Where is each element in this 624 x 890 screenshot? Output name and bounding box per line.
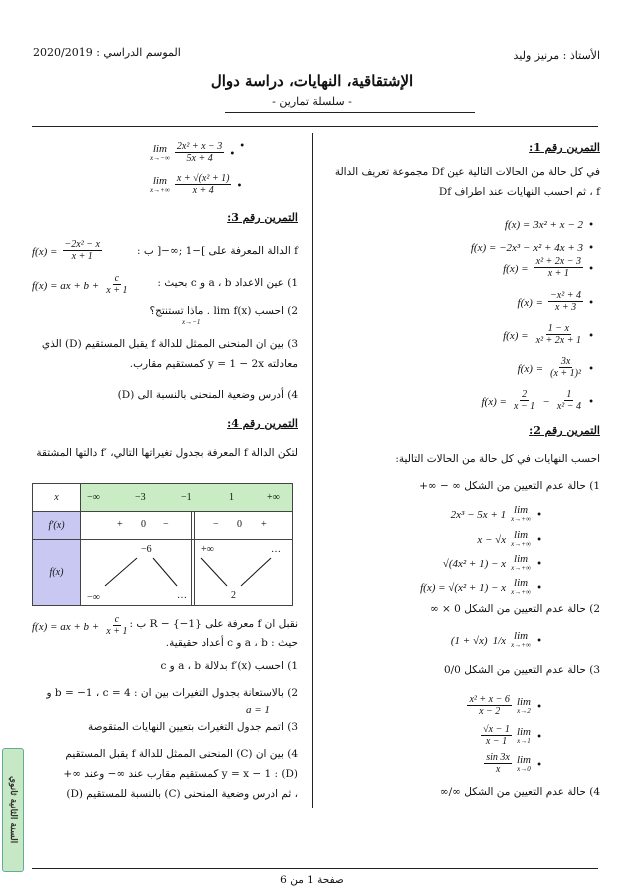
ex4-q4-line1: 4) بين ان (C) المنحنى الممثل للدالة f يقبل المستقيم: [65, 748, 298, 760]
top-limit-1: • lim x→−∞ $\frac{\text{2x² + x − 3}}{5x + 4}$ •: [150, 141, 246, 164]
school-season: الموسم الدراسي : 2020/2019: [33, 46, 181, 59]
ex2-limit-3: √(4x² + 1) − x lim x→+∞ •: [442, 552, 542, 572]
exercise-4-title: التمرين رقم 4:: [227, 417, 298, 430]
grade-side-tag-text: السنة الثانية ثانوي: [8, 775, 18, 844]
exercise-1-intro-line2: f ، ثم احسب النهايات عند اطراف Df: [438, 186, 600, 198]
page-number: صفحة 1 من 6: [280, 874, 344, 886]
ex3-q1-expr: f(x) = ax + b + $\frac{c}{x + 1}$: [32, 273, 128, 296]
ex2-limit-4: f(x) = √(x² + 1) − x lim x→+∞ •: [420, 576, 542, 596]
table-x-label-cell: x: [33, 484, 81, 512]
ex2-case3-limit-2: $\frac{√x - 1}{x - 1}$ lim x→1 •: [483, 724, 542, 747]
ex2-limit-2: x − √x lim x→+∞ •: [477, 528, 542, 548]
exercise-3-title: التمرين رقم 3:: [227, 211, 298, 224]
ex1-item-1: f(x) = 3x² + x − 2 •: [504, 219, 594, 231]
ex1-item-4: f(x) = $\frac{\text{−x² + 4}}{x + 3}$ •: [517, 290, 594, 313]
page-title: الإشتقاقية، النهايات، دراسة دوال: [210, 72, 414, 90]
variation-arrows: [81, 540, 296, 606]
ex1-item-6: f(x) = $\frac{3x}{\text{(x + 1)²}}$ •: [517, 356, 594, 379]
ex4-q2-line1: 2) بالاستعانة بجدول التغيرات بين ان : b = −1 ، c = 4 و: [46, 687, 298, 699]
ex4-q4-line3: ، ثم ادرس وضعية المنحنى (C) بالنسبة للمستقيم (D): [66, 788, 298, 800]
ex2-case-3: 3) حالة عدم التعيين من الشكل 0/0: [443, 664, 600, 676]
teacher-name: الأستاذ : مرنيز وليد: [513, 49, 600, 62]
ex4-intro: لتكن الدالة f المعرفة بجدول تغيراتها التالي، ′f دالتها المشتقة: [36, 447, 298, 459]
ex3-q4: 4) أدرس وضعية المنحنى بالنسبة الى (D): [117, 389, 298, 401]
ex4-q1: 1) احسب f′(x) بدلالة a ، b و c: [160, 660, 298, 672]
footer-divider: [32, 868, 598, 869]
ex3-q2-subscript: x→−1: [182, 318, 201, 326]
table-fprime-label-cell: f′(x): [33, 512, 81, 540]
variation-table: [32, 483, 293, 606]
ex4-q2-line2: a = 1: [246, 704, 270, 716]
ex4-def-line2: حيث : a ، b و c أعداد حقيقية.: [165, 637, 298, 649]
ex3-intro: f الدالة المعرفة على ]−1 ;∞−[ ب :: [136, 245, 298, 257]
ex3-q3-line1: 3) بين ان المنحنى الممثل للدالة f يقبل المستقيم (D) الذي: [41, 338, 298, 350]
column-divider: [312, 133, 313, 808]
ex1-item-5: f(x) = $\frac{1 - x}{\text{x² + 2x + 1}}$ •: [503, 323, 594, 346]
ex1-item-3: f(x) = $\frac{\text{x² + 2x − 3}}{x + 1}$ •: [503, 256, 594, 279]
ex4-q3: 3) اتمم جدول التغيرات بتعيين النهايات المتقوصة: [88, 721, 298, 733]
ex2-limit-1: 2x³ − 5x + 1 lim x→+∞ •: [450, 503, 542, 523]
ex3-q3-line2: معادلته y = 1 − 2x كمستقيم مقارب.: [129, 358, 298, 370]
ex4-def-line1: نقبل ان f معرفة على R − {−1} ب :: [129, 618, 298, 630]
table-fprime-signs-cell: + 0 − − 0 +: [81, 512, 293, 540]
table-f-label-cell: f(x): [33, 540, 81, 606]
ex4-q4-line2: (D) : y = x − 1 كمستقيم مقارب عند ∞− وعند ∞+: [63, 768, 298, 780]
exercise-1-title: التمرين رقم 1:: [529, 141, 600, 154]
ex2-case-2: 2) حالة عدم التعيين من الشكل 0 × ∞: [429, 603, 600, 615]
ex3-q1: 1) عين الاعداد a ، b و c بحيث :: [157, 277, 298, 289]
header-divider: [32, 126, 598, 127]
ex2-case-4: 4) حالة عدم التعيين من الشكل ∞/∞: [439, 786, 600, 798]
exercise-2-intro: احسب النهايات في كل حالة من الحالات التالية:: [395, 453, 600, 465]
ex1-item-7: f(x) = $\frac{2}{x - 1}$ − $\frac{1}{\text{x² − 4}}$ •: [481, 389, 594, 412]
ex2-case-1: 1) حالة عدم التعيين من الشكل ∞ − ∞+: [419, 480, 600, 492]
table-f-values-cell: −6 +∞ … −∞ … 2: [81, 540, 293, 606]
top-limit-2: lim x→+∞ $\frac{\text{x + √(x² + 1)}}{x + 4}$ •: [150, 173, 243, 196]
ex2-case2-limit: (1 + √x) 1/x lim x→+∞ •: [450, 629, 542, 649]
ex3-q2: 2) احسب lim f(x) . ماذا تستنتج؟: [149, 305, 298, 317]
ex3-function-def: f(x) = $\frac{\text{−2x² − x}}{x + 1}$: [32, 239, 100, 262]
ex2-case3-limit-3: $\frac{\sin 3x}{x}$ lim x→0 •: [486, 752, 542, 775]
exercise-1-intro-line1: في كل حالة من الحالات التالية عين Df مجموعة تعريف الدالة: [334, 166, 600, 178]
ex1-item-2: f(x) = −2x³ − x² + 4x + 3 •: [470, 242, 594, 254]
page-subtitle: - سلسلة تمارين -: [272, 95, 352, 108]
title-underline: [225, 112, 475, 113]
exercise-2-title: التمرين رقم 2:: [529, 424, 600, 437]
ex4-def-expr: f(x) = ax + b + $\frac{c}{x + 1}$: [32, 614, 128, 637]
ex2-case3-limit-1: $\frac{\text{x² + x − 6}}{x - 2}$ lim x→2 •: [469, 694, 542, 717]
table-x-values-cell: −∞ −3 −1 1 +∞: [81, 484, 293, 512]
